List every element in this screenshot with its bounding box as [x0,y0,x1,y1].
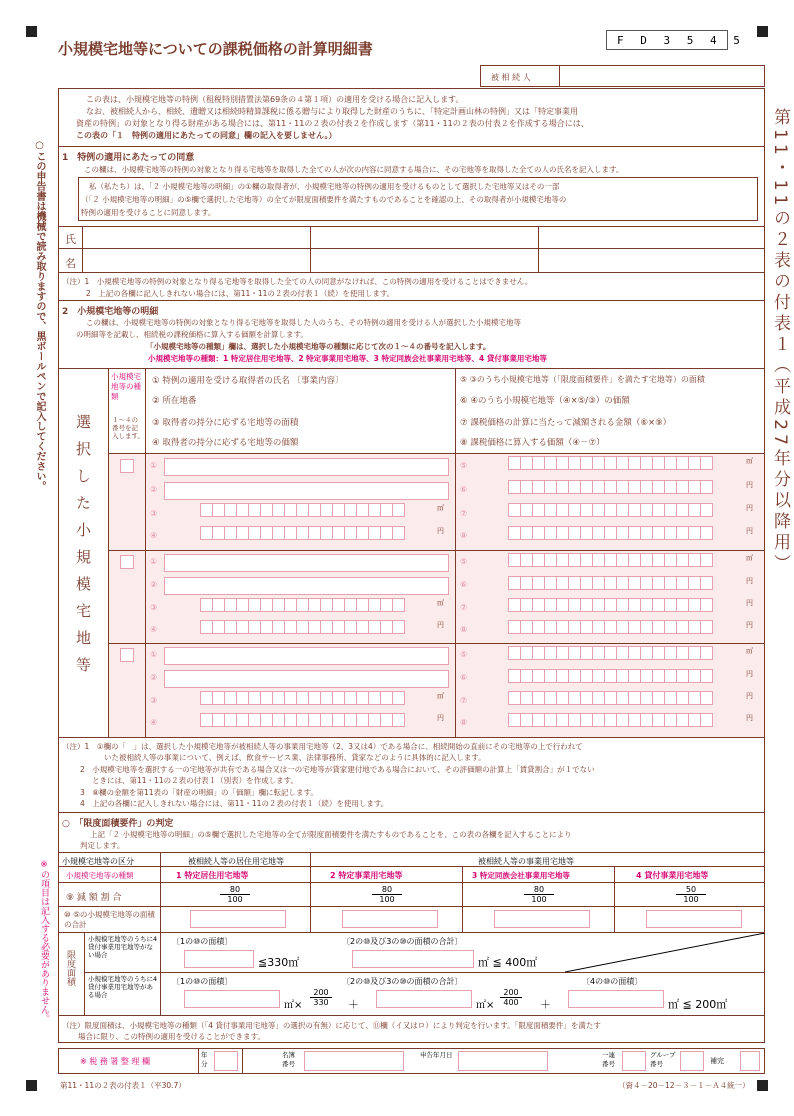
taker-name-field[interactable] [164,647,449,665]
value8-field[interactable] [508,713,712,727]
diagonal-line [565,933,765,973]
area5-field[interactable] [508,646,712,660]
address-field[interactable] [164,482,449,500]
header-5: ⑤ ③のうち小規模宅地等（「限度面積要件」を満たす宅地等）の面積 [460,375,705,384]
value6-field[interactable] [508,669,712,683]
registration-mark [757,26,768,37]
unit-m2: ㎡ [437,599,444,607]
unit-yen: 円 [746,527,753,535]
section3-note-1: （注）限度面積は、小規模宅地等の種類（「4 貸付事業用宅地等」の選択の有無）に応じて、⑪欄（イ又はロ）により判定を行います。「限度面積要件」を満たす [62,1021,601,1030]
a-first-label: 〔1の⑩の面積〕 [172,937,233,946]
s2-note-1: （注）1 ①欄の「 」は、選択した小規模宅地等が被相続人等の事業用宅地等（2、3又は4）である場合に、相続開始の直前にその宅地等の上で行われて [62,742,583,751]
consent-name-field[interactable] [540,250,762,270]
col-label: 小規模宅地等の区分 [62,857,134,866]
intro-line-3: 資産の特例」の対象となり得る財産がある場合には、第11・11の２表の付表２を作成します（第11・11の２表の付表２を作成する場合には、 [76,119,589,128]
value8-field[interactable] [508,620,712,634]
unit-yen: 円 [746,621,753,629]
kind-note: 「小規模宅地等の種類」欄は、選択した小規模宅地等の種類に応じて次の１～４の番号を記入します。 [146,342,491,351]
kind-1: 1 特定居住用宅地等 [176,871,249,880]
consent-line-3: 特例の適用を受けることに同意します。 [81,208,216,217]
unit-yen: 円 [746,692,753,700]
rate-3 [524,885,554,904]
b-second-field[interactable] [376,990,472,1008]
frac-num: 200 [313,988,329,997]
unit-yen: 円 [746,504,753,512]
group2-label: 被相続人等の事業用宅地等 [478,857,574,866]
name-label-1: 氏 [65,233,76,246]
area-total-4[interactable] [646,910,742,928]
header-6: ⑥ ④のうち小規模宅地等（④×⑤/③）の価額 [460,396,630,406]
registration-mark [26,26,37,37]
rate-num: 80 [533,885,545,894]
b-second-label: 〔2の⑩及び3の⑩の面積の合計〕 [342,977,463,986]
heir-name-field[interactable] [563,68,759,84]
header-4: ④ 取得者の持分に応ずる宅地等の価額 [152,438,299,448]
section1-desc: この欄は、小規模宅地等の特例の対象となり得る宅地等を取得した全ての人が次の内容に同意する場合に、その宅地等を取得した全ての人の氏名を記入します。 [84,165,624,174]
frac-den: 330 [310,997,332,1007]
section3-desc-1: 上記「２ 小規模宅地等の明細」の⑤欄で選択した宅地等の全てが限度面積要件を満たすものであることを、この表の各欄を記入することにより [90,830,572,839]
consent-box [78,177,758,221]
rate-den: 100 [372,894,402,904]
unit-yen: 円 [746,670,753,678]
header-3: ③ 取得者の持分に応ずる宅地等の面積 [152,418,299,428]
office-seq: 一連番号 [602,1051,615,1068]
kind-3: 3 特定同族会社事業用宅地等 [472,871,570,880]
name-label-2: 名 [65,257,76,270]
section2-heading: 2 小規模宅地等の明細 [62,307,159,317]
taker-name-field[interactable] [164,554,449,572]
s2-note-3: 2 小規模宅地等を選択する一の宅地等が共有である場合又は一の宅地等が貸家建付地である場合において、その評価額の計算上「賃貸割合」が１でない [80,765,595,774]
office-seq-field[interactable] [622,1051,646,1071]
kind-list: 小規模宅地等の種類：1 特定居住用宅地等、2 特定事業用宅地等、3 特定同族会社事業用宅地等、4 貸付事業用宅地等 [148,354,547,363]
s2-note-6: 4 上記の各欄に記入しきれない場合には、第11・11の２表の付表１（続）を使用します。 [80,799,389,808]
rate-den: 100 [220,894,250,904]
section2-desc-1: この欄は、小規模宅地等の特例の対象となり得る宅地等を取得した人のうち、その特例の適用を受ける人が選択した小規模宅地等 [86,318,521,327]
section3-note-2: 場合に限り、この特例の適用を受けることができます。 [78,1032,265,1041]
heir-label: 被 相 続 人 [491,73,531,82]
registration-mark [757,1080,768,1091]
taker-name-field[interactable] [164,458,449,476]
registration-mark [26,1080,37,1091]
area-total-3[interactable] [494,910,590,928]
unit-m2: ㎡ [437,692,444,700]
row-area-label: ⑩ ⑤の小規模宅地等の面積の合計 [64,910,155,929]
office-check: 補完 [710,1057,724,1065]
unit-m2: ㎡ [746,554,753,562]
left-note-2: ※の項目は記入する必要がありません。 [39,860,49,1023]
a-first-field[interactable] [184,950,254,968]
area-field[interactable] [200,691,404,705]
kind-input[interactable] [120,648,134,662]
office-list-no: 名簿番号 [282,1051,295,1068]
unit-yen: 円 [746,714,753,722]
consent-line-1: 私（私たち）は、「２ 小規模宅地等の明細」の①欄の取得者が、小規模宅地等の特例の適用を受けるものとして選択した宅地等又はその一部 [89,182,560,191]
b-frac-1 [310,988,332,1007]
area-field[interactable] [200,503,404,517]
rate-num: 80 [381,885,393,894]
kind-2: 2 特定事業用宅地等 [330,871,403,880]
a-second-label: 〔2の⑩及び3の⑩の面積の合計〕 [342,937,463,946]
a-second-field[interactable] [352,950,474,968]
row-rate-label: ⑨ 減 額 割 合 [66,893,122,903]
unit-yen: 円 [437,714,444,722]
col-kind-label: 小規模宅地等の種類 [111,372,141,401]
unit-yen: 円 [746,481,753,489]
b-mult-1: ㎡× [284,1000,303,1011]
group1-label: 被相続人等の居住用宅地等 [188,857,284,866]
frac-den: 400 [500,997,522,1007]
value7-field[interactable] [508,691,712,705]
b-frac-2 [500,988,522,1007]
consent-name-field[interactable] [312,228,536,248]
b-mult-2: ㎡× [476,1000,495,1011]
header-1: ① 特例の適用を受ける取得者の氏名 〔事業内容〕 [152,376,344,386]
intro-line-4: この表の「１ 特例の適用にあたっての同意」欄の記入を要しません。） [76,131,337,140]
office-check-field[interactable] [740,1051,760,1071]
office-year-field[interactable] [214,1051,238,1071]
rate-4 [676,885,706,904]
row-kind-label: 小規模宅地等の種類 [66,871,134,880]
row-a-label: 小規模宅地等のうちに4貸付事業用宅地等がない場合 [88,935,158,959]
s2-note-2: いた被相続人等の事業について、例えば、飲食サービス業、法律事務所、貸家などのように具体的に記入します。 [104,753,486,762]
office-group-field[interactable] [680,1051,704,1071]
unit-m2: ㎡ [746,647,753,655]
unit-yen: 円 [746,577,753,585]
header-8: ⑧ 課税価格に算入する価額（④－⑦） [460,438,605,448]
unit-yen: 円 [437,621,444,629]
consent-name-field[interactable] [312,250,536,270]
b-first-label: 〔1の⑩の面積〕 [172,977,233,986]
unit-m2: ㎡ [746,457,753,465]
side-title: 第11・11の２表の付表１（平成27年分以降用） [770,108,790,575]
rate-den: 100 [524,894,554,904]
rate-num: 80 [229,885,241,894]
value6-field[interactable] [508,480,712,494]
section2-desc-2: の明細等を記載し、相続税の課税価格に算入する価額を計算します。 [76,330,308,339]
footer-left: 第11・11の２表の付表１（平30.7） [60,1081,186,1090]
rate-den: 100 [676,894,706,904]
office-group: グループ番号 [650,1051,676,1068]
b-third-field[interactable] [568,990,664,1008]
area5-field[interactable] [508,553,712,567]
b-plus-2: ＋ [540,998,551,1011]
consent-name-field[interactable] [84,228,308,248]
value6-field[interactable] [508,576,712,590]
value8-field[interactable] [508,526,712,540]
intro-line-1: この表は、小規模宅地等の特例（租税特別措置法第69条の４第１項）の適用を受ける場合に記入します。 [86,95,464,104]
a-first-limit: ≦330㎡ [258,956,300,969]
rate-1 [220,885,250,904]
b-third-label: 〔4の⑩の面積〕 [582,977,643,986]
area-total-2[interactable] [342,910,438,928]
unit-yen: 円 [746,599,753,607]
consent-line-2: （「２ 小規模宅地等の明細」の⑤欄で選択した宅地等）の全てが限度面積要件を満たすものであることを確認の上、その取得者が小規模宅地等の [81,195,567,204]
frac-num: 200 [503,988,519,997]
s2-note-4: ときには、第11・11の２表の付表１（別表）を作成します。 [92,776,298,785]
office-filed-field[interactable] [458,1051,548,1071]
form-code-box [606,30,745,50]
limit-label: 限度面積 [65,950,75,986]
section1-note-2: 2 上記の各欄に記入しきれない場合には、第11・11の２表の付表１（続）を使用します。 [86,289,395,298]
b-first-field[interactable] [184,990,280,1008]
form-code: F D 3 5 4 5 [617,34,745,47]
section1-heading: 1 特例の適用にあたっての同意 [62,153,195,163]
address-field[interactable] [164,670,449,688]
header-7: ⑦ 課税価格の計算に当たって減額される金額（⑥×⑨） [460,418,672,428]
value7-field[interactable] [508,503,712,517]
value-field[interactable] [200,620,404,634]
unit-yen: 円 [437,527,444,535]
area5-field[interactable] [508,456,712,470]
row-b-label: 小規模宅地等のうちに4貸付事業用宅地等がある場合 [88,975,158,999]
a-second-limit: ㎡ ≦ 400㎡ [478,956,538,969]
page-title: 小規模宅地等についての課税価格の計算明細書 [58,40,373,58]
value-field[interactable] [200,713,404,727]
rate-num: 50 [685,885,697,894]
area-total-1[interactable] [190,910,286,928]
section3-heading: ○ 「限度面積要件」の判定 [62,819,174,829]
footer-right: （資４－20－12－３－１－Ａ４統一） [618,1081,750,1090]
left-vertical-label: 選択した小規模宅地等 [74,414,92,684]
value-field[interactable] [200,526,404,540]
office-label: ※ 税 務 署 整 理 欄 [80,1057,150,1066]
header-2: ② 所在地番 [152,396,197,406]
rate-2 [372,885,402,904]
kind-4: 4 貸付事業用宅地等 [636,871,709,880]
office-filed: 申告年月日 [420,1051,453,1059]
area-field[interactable] [200,598,404,612]
address-field[interactable] [164,577,449,595]
office-year: 年分 [201,1051,208,1068]
office-list-field[interactable] [304,1051,404,1071]
consent-name-field[interactable] [84,250,308,270]
left-note: ○この申告書は機械で読み取りますので、黒ボールペンで記入してください。 [34,140,45,491]
b-plus-1: ＋ [348,998,359,1011]
consent-name-field[interactable] [540,228,762,248]
s2-note-5: 3 ⑧欄の金額を第11表の「財産の明細」の「価額」欄に転記します。 [80,788,318,797]
b-limit: ㎡ ≦ 200㎡ [668,998,728,1011]
unit-m2: ㎡ [437,504,444,512]
section1-note-1: （注）1 小規模宅地等の特例の対象となり得る宅地等を取得した全ての人の同意がなければ、この特例の適用を受けることはできません。 [62,277,533,286]
intro-line-2: なお、被相続人から、相続、遺贈又は相続時精算課税に係る贈与により取得した財産のうちに、「特定計画山林の特例」又は「特定事業用 [86,107,578,116]
value7-field[interactable] [508,598,712,612]
kind-input[interactable] [120,555,134,569]
section3-desc-2: 判定します。 [80,841,125,850]
kind-input[interactable] [120,459,134,473]
col-kind-sub: １～４の番号を記入します。 [112,416,144,440]
heir-box [480,65,765,87]
